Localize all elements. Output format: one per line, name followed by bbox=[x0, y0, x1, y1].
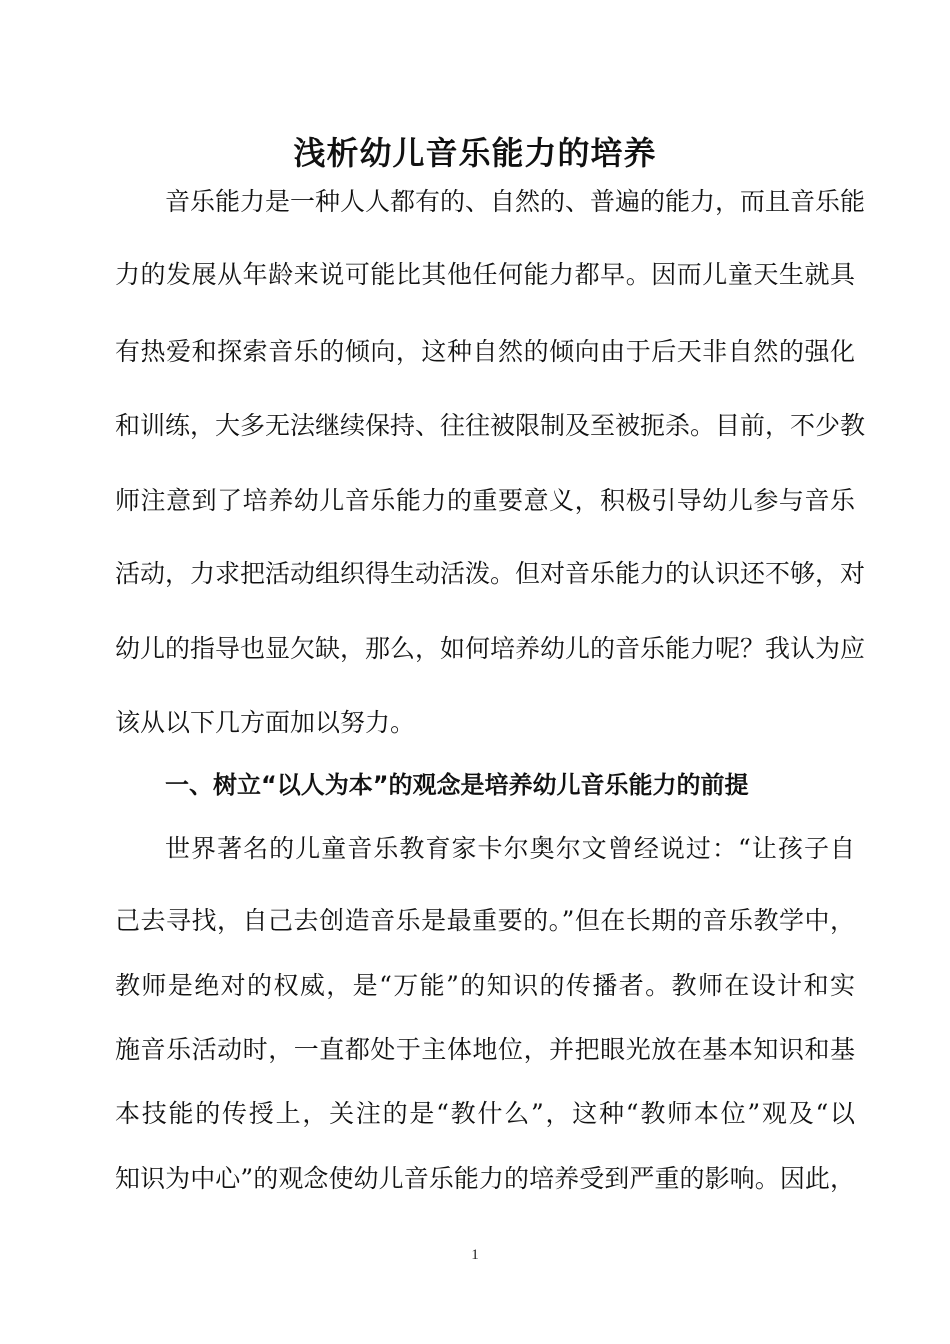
paragraph-1-line: 力的发展从年龄来说可能比其他任何能力都早。因而儿童天生就具 bbox=[115, 260, 855, 289]
paragraph-1-line: 该从以下几方面加以努力。 bbox=[115, 708, 416, 737]
paragraph-2-line: 知识为中心”的观念使幼儿音乐能力的培养受到严重的影响。因此， bbox=[115, 1164, 855, 1193]
paragraph-2-line: 己去寻找，自己去创造音乐是最重要的。”但在长期的音乐教学中， bbox=[115, 906, 855, 935]
paragraph-1-line: 活动，力求把活动组织得生动活泼。但对音乐能力的认识还不够，对 bbox=[115, 559, 866, 588]
paragraph-1-line: 有热爱和探索音乐的倾向，这种自然的倾向由于后天非自然的强化 bbox=[115, 337, 855, 366]
paragraph-1-line: 幼儿的指导也显欠缺，那么，如何培养幼儿的音乐能力呢？我认为应 bbox=[115, 634, 866, 663]
paragraph-2-line: 世界著名的儿童音乐教育家卡尔奥尔文曾经说过：“让孩子自 bbox=[165, 834, 855, 863]
paragraph-2-line: 施音乐活动时，一直都处于主体地位，并把眼光放在基本知识和基 bbox=[115, 1035, 855, 1064]
page-number: 1 bbox=[471, 1247, 479, 1263]
paragraph-2-line: 本技能的传授上，关注的是“教什么”，这种“教师本位”观及“以 bbox=[115, 1099, 855, 1128]
paragraph-1-line: 师注意到了培养幼儿音乐能力的重要意义，积极引导幼儿参与音乐 bbox=[115, 486, 855, 515]
paragraph-2-line: 教师是绝对的权威，是“万能”的知识的传播者。教师在设计和实 bbox=[115, 971, 855, 1000]
paragraph-1-line: 和训练，大多无法继续保持、往往被限制及至被扼杀。目前，不少教 bbox=[115, 411, 866, 440]
section-1-heading: 一、树立“以人为本”的观念是培养幼儿音乐能力的前提 bbox=[165, 771, 749, 799]
paragraph-1-line: 音乐能力是一种人人都有的、自然的、普遍的能力，而且音乐能 bbox=[165, 187, 866, 216]
document-title: 浅析幼儿音乐能力的培养 bbox=[293, 134, 657, 172]
